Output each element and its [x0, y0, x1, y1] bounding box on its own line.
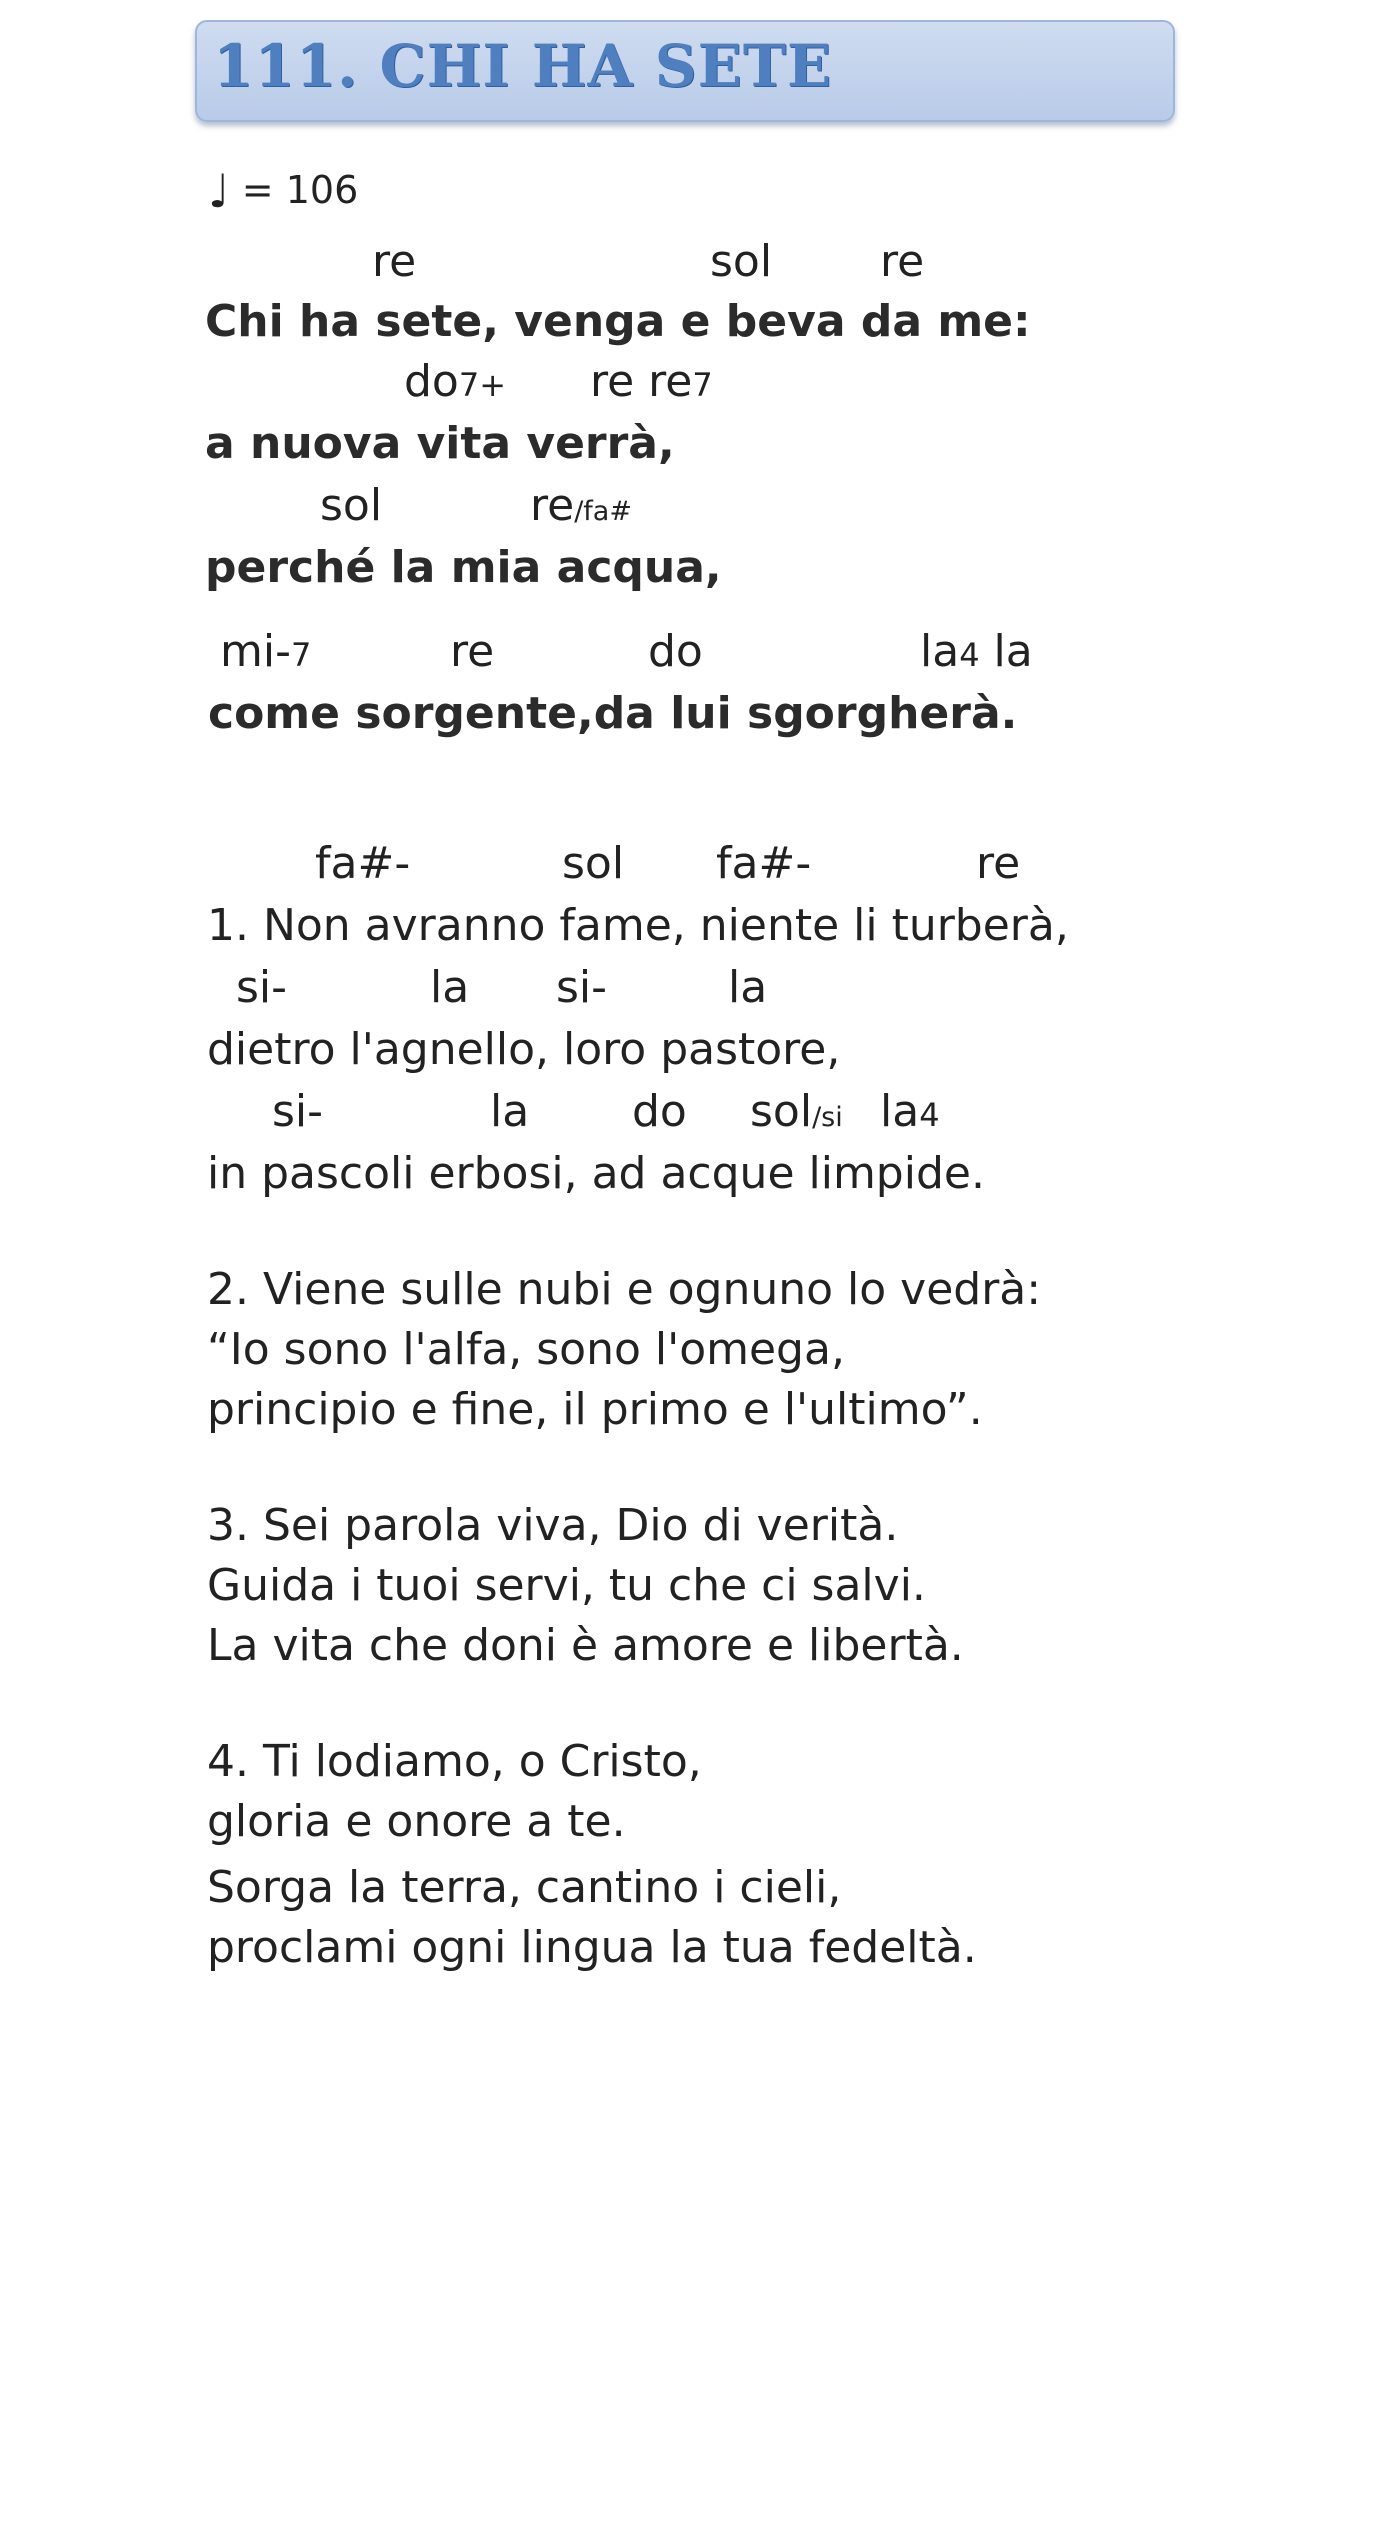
verse-lyric-line: principio e fine, il primo e l'ultimo”.	[207, 1384, 983, 1435]
tempo-value: = 106	[241, 168, 359, 212]
chord: si-	[272, 1086, 324, 1137]
refrain-lyric-line: perché la mia acqua,	[205, 542, 722, 593]
chord: re/fa#	[530, 480, 632, 531]
quarter-note-icon: ♩	[208, 164, 230, 218]
verse-lyric-line: in pascoli erbosi, ad acque limpide.	[207, 1148, 985, 1199]
chord: fa#-	[716, 838, 812, 889]
chord: sol/si	[750, 1086, 843, 1137]
title-banner	[195, 20, 1175, 122]
chord: la4 la	[920, 626, 1033, 677]
chord: re	[976, 838, 1021, 889]
chord: la	[728, 962, 768, 1013]
chord: fa#-	[315, 838, 411, 889]
chord: la	[490, 1086, 530, 1137]
chord: re	[880, 236, 925, 287]
chord: si-	[556, 962, 608, 1013]
refrain-lyric-line: Chi ha sete, venga e beva da me:	[205, 296, 1031, 347]
verse-lyric-line: 1. Non avranno fame, niente li turberà,	[207, 900, 1069, 951]
chord: do7+	[404, 356, 507, 407]
refrain-lyric-line: a nuova vita verrà,	[205, 418, 675, 469]
verse-lyric-line: Guida i tuoi servi, tu che ci salvi.	[207, 1560, 926, 1611]
verse-lyric-line: 4. Ti lodiamo, o Cristo,	[207, 1736, 702, 1787]
chord: si-	[236, 962, 288, 1013]
chord: re re7	[590, 356, 713, 407]
verse-lyric-line: gloria e onore a te.	[207, 1796, 626, 1847]
chord: sol	[320, 480, 383, 531]
refrain-lyric-line: come sorgente,da lui sgorgherà.	[208, 688, 1018, 739]
chord: sol	[562, 838, 625, 889]
chord: la4	[880, 1086, 940, 1137]
chord: do	[648, 626, 703, 677]
chord: la	[430, 962, 470, 1013]
song-title: 111. CHI HA SETE	[213, 32, 833, 100]
verse-lyric-line: Sorga la terra, cantino i cieli,	[207, 1862, 842, 1913]
verse-lyric-line: La vita che doni è amore e libertà.	[207, 1620, 964, 1671]
tempo-marking	[208, 160, 359, 218]
verse-lyric-line: 2. Viene sulle nubi e ognuno lo vedrà:	[207, 1264, 1042, 1315]
verse-lyric-line: “Io sono l'alfa, sono l'omega,	[207, 1324, 845, 1375]
verse-lyric-line: dietro l'agnello, loro pastore,	[207, 1024, 841, 1075]
chord: mi-7	[220, 626, 312, 677]
verse-lyric-line: 3. Sei parola viva, Dio di verità.	[207, 1500, 899, 1551]
chord: sol	[710, 236, 773, 287]
chord: re	[450, 626, 495, 677]
chord: do	[632, 1086, 687, 1137]
verse-lyric-line: proclami ogni lingua la tua fedeltà.	[207, 1922, 977, 1973]
chord: re	[372, 236, 417, 287]
